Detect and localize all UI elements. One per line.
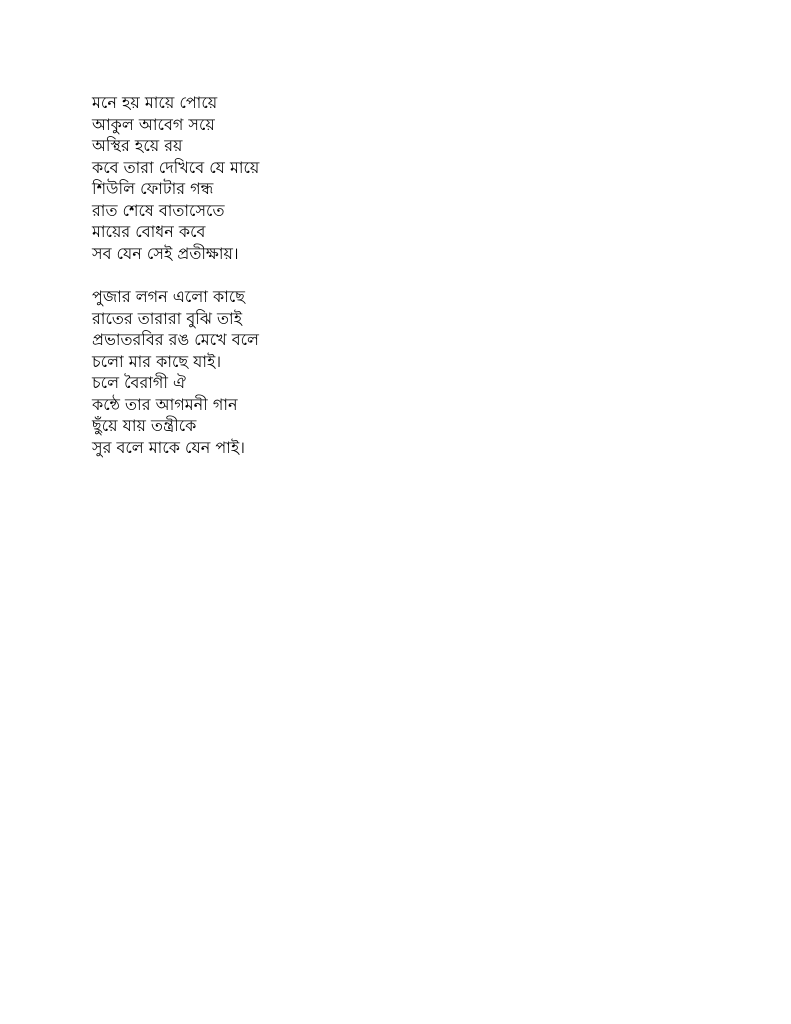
poem-line: চলো মার কাছে যাই। xyxy=(92,351,222,371)
poem-line: রাত শেষে বাতাসেতে xyxy=(92,200,225,220)
poem-line: মায়ের বোধন কবে xyxy=(92,222,206,241)
poem-line: অস্থির হয়ে রয় xyxy=(92,136,183,155)
poem-line: আকুল আবেগ সয়ে xyxy=(92,114,215,134)
poem-line: শিউলি ফোটার গন্ধ xyxy=(92,179,214,198)
poem-line: মনে হয় মায়ে পোয়ে xyxy=(92,93,218,112)
poem-line: রাতের তারারা বুঝি তাই xyxy=(92,308,243,328)
stanza-2 xyxy=(92,286,592,458)
poem-line: সব যেন সেই প্রতীক্ষায়। xyxy=(92,243,239,263)
poem-line: ছুঁয়ে যায় তন্ত্রীকে xyxy=(92,416,197,435)
poem-line: পুজার লগন এলো কাছে xyxy=(92,287,245,306)
stanza-1 xyxy=(92,92,592,264)
poem-line: চলে বৈরাগী ঐ xyxy=(92,373,186,392)
poem xyxy=(92,92,592,458)
poem-line: প্রভাতরবির রঙ মেখে বলে xyxy=(92,330,259,349)
poem-line: কবে তারা দেখিবে যে মায়ে xyxy=(92,157,260,177)
poem-line: সুর বলে মাকে যেন পাই। xyxy=(92,437,245,457)
poem-line: কন্ঠে তার আগমনী গান xyxy=(92,394,238,414)
